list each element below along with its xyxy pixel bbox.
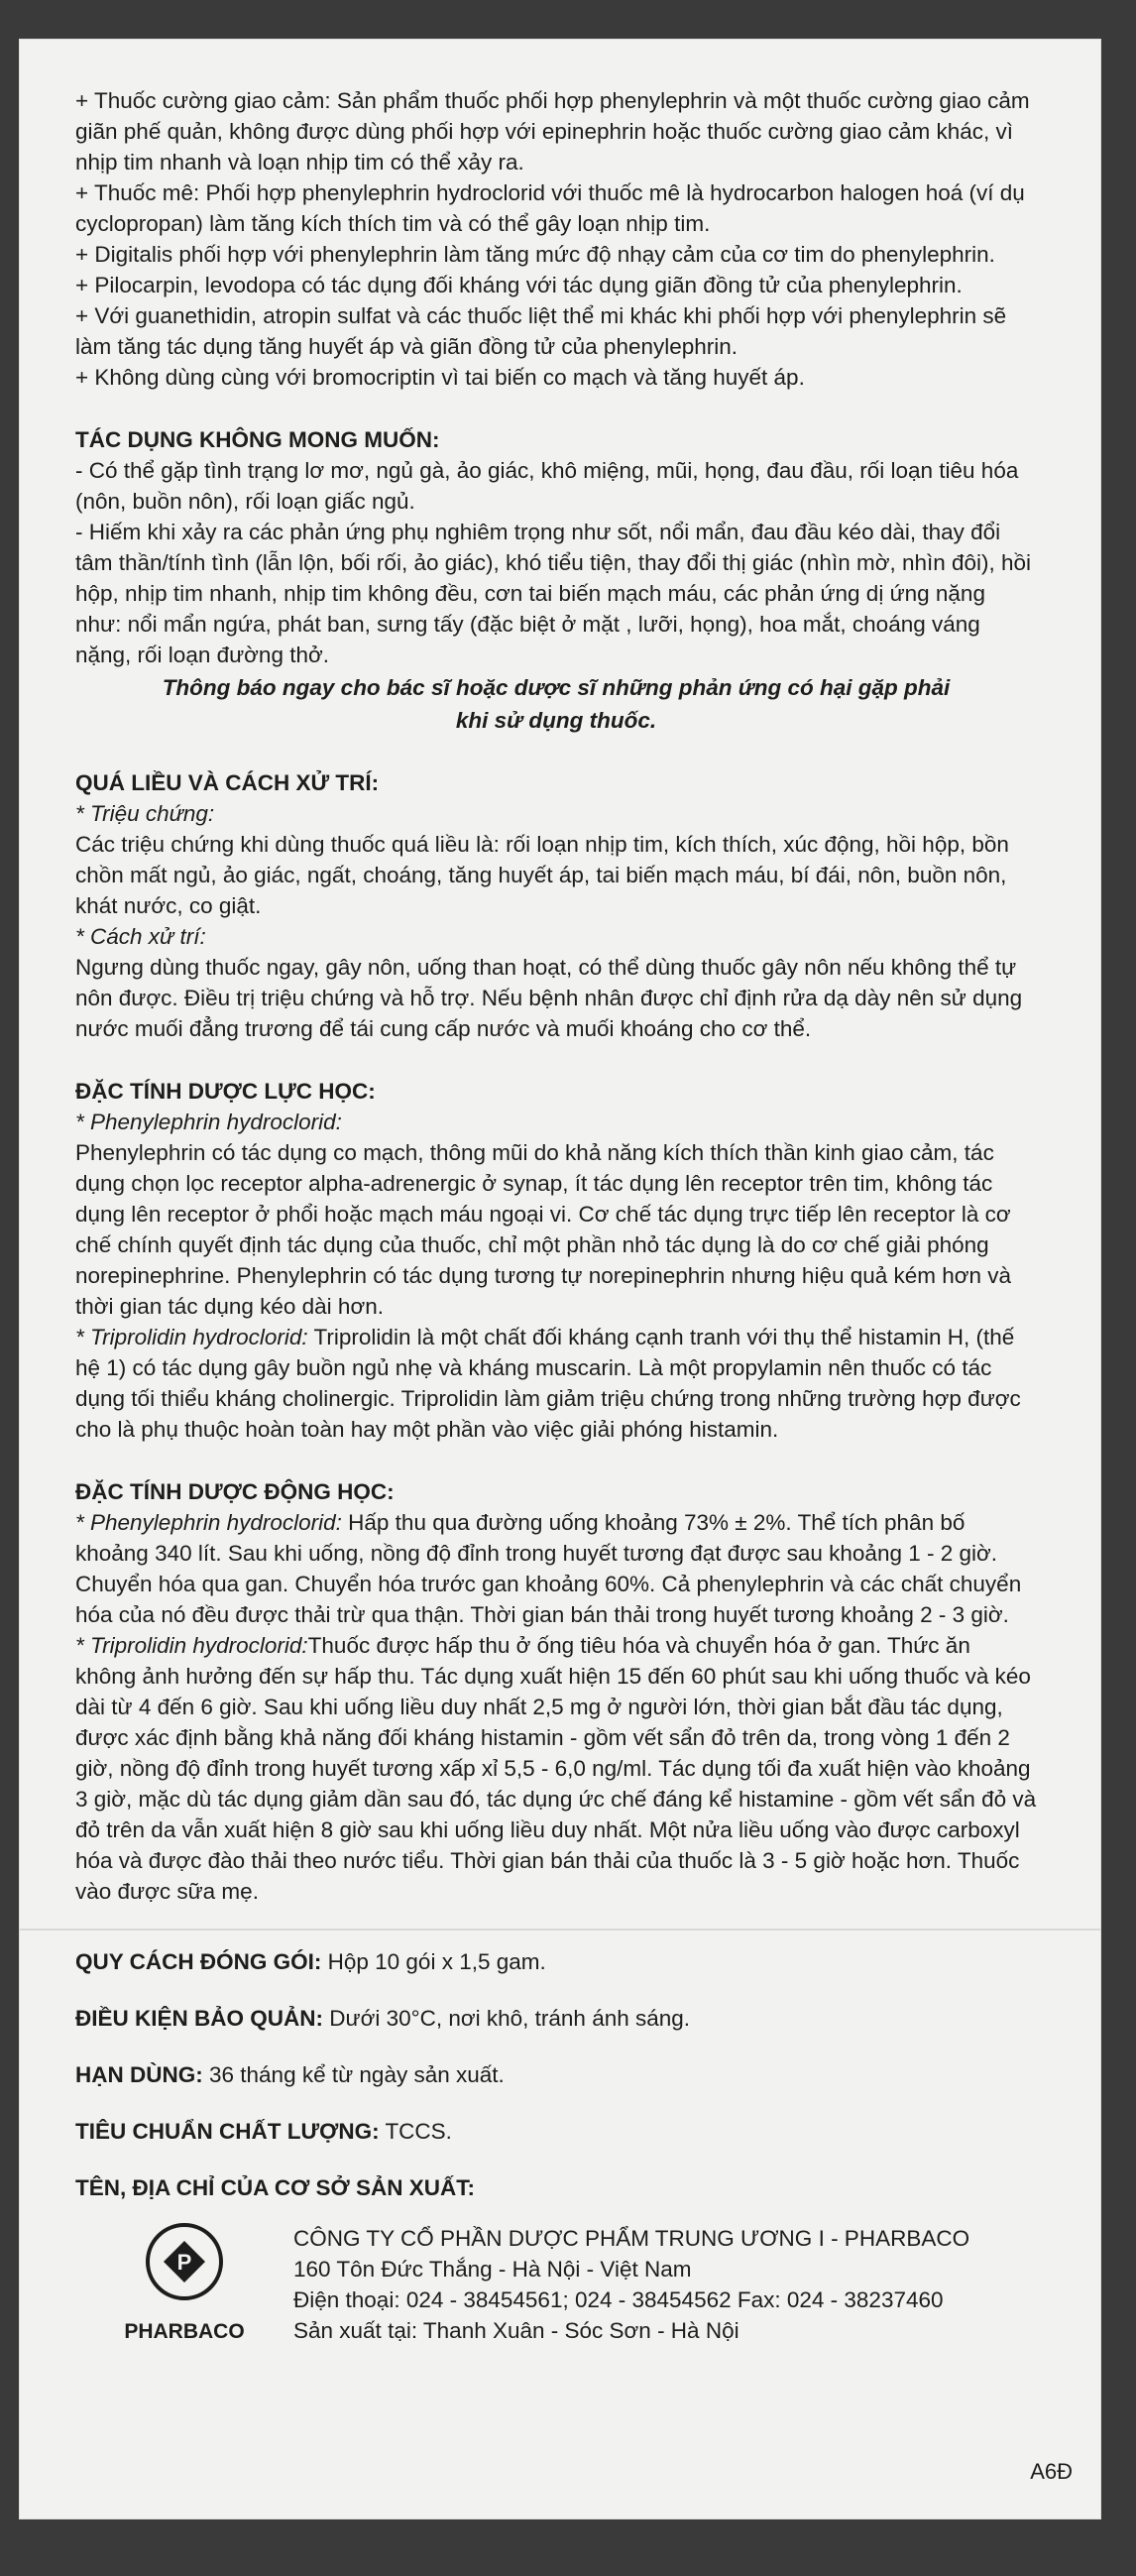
side-effect-text: - Hiếm khi xảy ra các phản ứng phụ nghiêm trọng như sốt, nổi mẩn, đau đầu kéo dài, thay đổi tâm thần/tính tình (lẫn lộn, bối rối, ảo giác), khó tiểu tiện, thay đổi thị giác (nhìn mờ, nhìn đôi), hồi hộp, nhịp tim nhanh, nhịp tim không đều, cơn tai biến mạch máu, các phản ứng dị ứng nặng như: nổi mẩn ngứa, phát ban, sưng tấy (đặc biệt ở mặt , lưỡi, họng), hoa mắt, choáng váng nặng, rối loạn đường thở. [75,520,1032,667]
expiry-label: HẠN DÙNG: [75,2062,203,2087]
interaction-item: + Pilocarpin, levodopa có tác dụng đối kháng với tác dụng giãn đồng tử của phenylephrin. [75,273,963,297]
pharbaco-logo-icon [146,2223,223,2300]
overdose-section [75,767,1037,1044]
interaction-item: + Với guanethidin, atropin sulfat và các thuốc liệt thể mi khác khi phối hợp với phenylephrin sẽ làm tăng tác dụng tăng huyết áp và giãn đồng tử của phenylephrin. [75,303,1007,359]
expiry-value: 36 tháng kể từ ngày sản xuất. [202,2062,505,2087]
interaction-item: + Không dùng cùng với bromocriptin vì tai biến co mạch và tăng huyết áp. [75,365,805,390]
standard-value: TCCS. [379,2119,452,2144]
paragraph [75,1507,1037,1630]
company-logo [75,2223,293,2347]
inline-label: * Triprolidin hydroclorid: [75,1325,308,1349]
section-heading: ĐẶC TÍNH DƯỢC ĐỘNG HỌC: [75,1479,395,1504]
manufacturer-heading: TÊN, ĐỊA CHỈ CỦA CƠ SỞ SẢN XUẤT: [75,2175,475,2200]
paragraph [75,1630,1037,1907]
logo-name: PHARBACO [124,2320,245,2343]
inline-text: Triprolidin là một chất đối kháng cạnh tranh với thụ thể histamin H, (thế hệ 1) có tác dụng gây buồn ngủ nhẹ và kháng muscarin. Là một propylamin nên thuốc có tác dụng tối thiểu kháng cholinergic. Triprolidin làm giảm triệu chứng trong những trường hợp được cho là phụ thuộc hoàn toàn hay một phần vào việc giải phóng histamin. [75,1325,1021,1442]
section-heading: QUÁ LIỀU VÀ CÁCH XỬ TRÍ: [75,770,380,795]
paragraph [75,1322,1037,1445]
packaging-value: Hộp 10 gói x 1,5 gam. [321,1949,546,1974]
paragraph: Phenylephrin có tác dụng co mạch, thông mũi do khả năng kích thích thần kinh giao cảm, tác dụng chọn lọc receptor alpha-adrenergic ở synap, ít tác dụng lên receptor trên tim, không tác dụng lên receptor ở phổi hoặc mạch máu ngoại vi. Cơ chế tác dụng trực tiếp lên receptor là cơ chế chính quyết định tác dụng của thuốc, chỉ một phần nhỏ tác dụng là do cơ chế giải phóng norepinephrine. Phenylephrin có tác dụng tương tự norepinephrin nhưng hiệu quả kém hơn và thời gian tác dụng kéo dài hơn. [75,1140,1012,1319]
standard-label: TIÊU CHUẨN CHẤT LƯỢNG: [75,2119,380,2144]
subheading: * Cách xử trí: [75,924,206,949]
interaction-item: + Thuốc mê: Phối hợp phenylephrin hydroclorid với thuốc mê là hydrocarbon halogen hoá (ví dụ cyclopropan) làm tăng kích thích tim và có thể gây loạn nhịp tim. [75,180,1025,236]
interaction-item: + Thuốc cường giao cảm: Sản phẩm thuốc phối hợp phenylephrin và một thuốc cường giao cảm giãn phế quản, không được dùng phối hợp với epinephrin hoặc thuốc cường giao cảm khác, vì nhịp tim nhanh và loạn nhịp tim có thể xảy ra. [75,88,1030,175]
packaging-label: QUY CÁCH ĐÓNG GÓI: [75,1949,322,1974]
pharmacokinetics-section [75,1476,1037,1907]
company-address: 160 Tôn Đức Thắng - Hà Nội - Việt Nam [293,2257,692,2282]
expiry-line [75,2059,1037,2090]
section-heading: TÁC DỤNG KHÔNG MONG MUỐN: [75,427,440,452]
pharmacodynamics-section [75,1076,1037,1445]
inline-label: * Phenylephrin hydroclorid: [75,1510,342,1535]
warning-notice: khi sử dụng thuốc. [455,708,657,733]
standard-line [75,2116,1037,2147]
side-effect-text: - Có thể gặp tình trạng lơ mơ, ngủ gà, ảo giác, khô miệng, mũi, họng, đau đầu, rối loạn tiêu hóa (nôn, buồn nôn), rối loạn giấc ngủ. [75,458,1019,514]
side-effects-section [75,424,1037,736]
storage-line [75,2003,1037,2034]
paragraph: Các triệu chứng khi dùng thuốc quá liều là: rối loạn nhịp tim, kích thích, xúc động, hồi hộp, bồn chồn mất ngủ, ảo giác, ngất, choáng, tăng huyết áp, tai biến mạch máu, bí đái, nôn, buồn nôn, khát nước, co giật. [75,832,1009,918]
interactions-list [75,85,1037,393]
storage-value: Dưới 30°C, nơi khô, tránh ánh sáng. [323,2006,691,2031]
company-phone: Điện thoại: 024 - 38454561; 024 - 38454562 Fax: 024 - 38237460 [293,2287,944,2312]
warning-notice: Thông báo ngay cho bác sĩ hoặc dược sĩ những phản ứng có hại gặp phải [162,675,951,700]
manufacturer-block [75,2223,1037,2347]
storage-label: ĐIỀU KIỆN BẢO QUẢN: [75,2006,324,2031]
svg-text:P: P [176,2250,192,2275]
inline-text: Hấp thu qua đường uống khoảng 73% ± 2%. Thể tích phân bố khoảng 340 lít. Sau khi uống, nồng độ đỉnh trong huyết tương đạt được sau khoảng 1 - 2 giờ. Chuyển hóa qua gan. Chuyển hóa trước gan khoảng 60%. Cả phenylephrin và các chất chuyển hóa của nó đều được thải trừ qua thận. Thời gian bán thải trong huyết tương khoảng 2 - 3 giờ. [75,1510,1022,1627]
page-code: A6Đ [1030,2459,1073,2484]
leaflet-content [75,85,1037,2347]
subheading: * Phenylephrin hydroclorid: [75,1110,342,1134]
manufacturer-info [293,2223,1037,2347]
logo-glyph-icon [162,2239,207,2284]
inline-label: * Triprolidin hydroclorid: [75,1633,308,1658]
packaging-line [75,1946,1037,1977]
company-name: CÔNG TY CỔ PHẦN DƯỢC PHẨM TRUNG ƯƠNG I - PHARBACO [293,2226,970,2251]
factory-location: Sản xuất tại: Thanh Xuân - Sóc Sơn - Hà Nội [293,2318,739,2343]
section-heading: ĐẶC TÍNH DƯỢC LỰC HỌC: [75,1079,376,1104]
subheading: * Triệu chứng: [75,801,215,826]
leaflet-page [20,40,1100,2518]
interaction-item: + Digitalis phối hợp với phenylephrin làm tăng mức độ nhạy cảm của cơ tim do phenylephrin. [75,242,995,267]
paragraph: Ngưng dùng thuốc ngay, gây nôn, uống than hoạt, có thể dùng thuốc gây nôn nếu không thể tự nôn được. Điều trị triệu chứng và hỗ trợ. Nếu bệnh nhân được chỉ định rửa dạ dày nên sử dụng nước muối đẳng trương để tái cung cấp nước và muối khoáng cho cơ thể. [75,955,1023,1041]
inline-text: Thuốc được hấp thu ở ống tiêu hóa và chuyển hóa ở gan. Thức ăn không ảnh hưởng đến sự hấp thu. Tác dụng xuất hiện 15 đến 60 phút sau khi uống thuốc và kéo dài từ 4 đến 6 giờ. Sau khi uống liều duy nhất 2,5 mg ở người lớn, thời gian bắt đầu tác dụng, được xác định bằng khả năng đối kháng histamin - gồm vết sẩn đỏ trên da, trong vòng 1 đến 2 giờ, nồng độ đỉnh trong huyết tương xấp xỉ 5,5 - 6,0 ng/ml. Tác dụng tối đa xuất hiện vào khoảng 3 giờ, mặc dù tác dụng giảm dần sau đó, tác dụng ức chế đáng kể histamine - gồm vết sẩn đỏ và đỏ trên da vẫn xuất hiện 8 giờ sau khi uống liều duy nhất. Một nửa liều uống vào được carboxyl hóa và được đào thải theo nước tiểu. Thời gian bán thải của thuốc là 3 - 5 giờ hoặc hơn. Thuốc vào được sữa mẹ. [75,1633,1037,1904]
